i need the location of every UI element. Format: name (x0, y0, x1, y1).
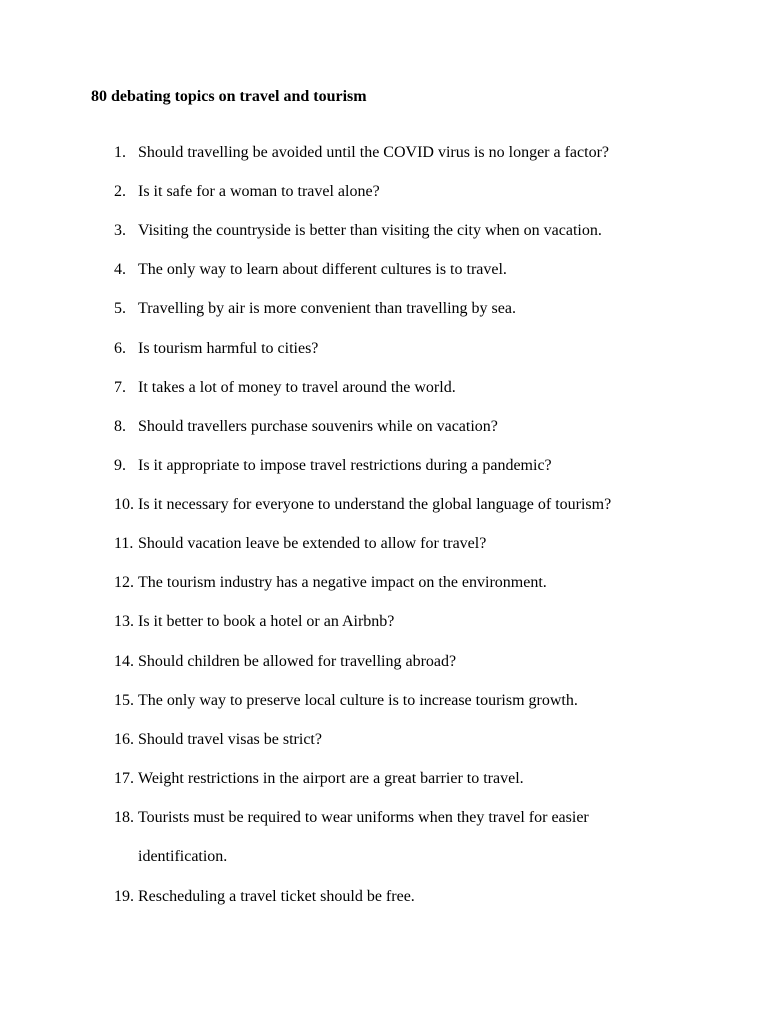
topic-text: Travelling by air is more convenient than travelling by sea. (138, 300, 516, 317)
topic-text: Should travel visas be strict? (138, 731, 322, 748)
topic-number: 14. (114, 653, 134, 670)
topic-text: Tourists must be required to wear uniforms when they travel for easier (138, 809, 589, 826)
topic-number: 19. (114, 888, 134, 905)
topic-number: 5. (114, 300, 126, 317)
topic-number: 2. (114, 183, 126, 200)
topic-number: 13. (114, 613, 134, 630)
topic-text: It takes a lot of money to travel around the world. (138, 379, 456, 396)
topic-text: Should travellers purchase souvenirs while on vacation? (138, 418, 498, 435)
topic-text: Weight restrictions in the airport are a great barrier to travel. (138, 770, 524, 787)
topic-text: Is it necessary for everyone to understand the global language of tourism? (138, 496, 612, 513)
topic-text: Is tourism harmful to cities? (138, 340, 319, 357)
topic-text: Is it safe for a woman to travel alone? (138, 183, 380, 200)
topic-number: 16. (114, 731, 134, 748)
topic-text: Visiting the countryside is better than visiting the city when on vacation. (138, 222, 602, 239)
topic-text: Is it appropriate to impose travel restrictions during a pandemic? (138, 457, 552, 474)
topic-number: 7. (114, 379, 126, 396)
document-title: 80 debating topics on travel and tourism (91, 88, 367, 105)
topic-number: 10. (114, 496, 134, 513)
topic-text-continuation: identification. (138, 848, 228, 865)
topic-number: 3. (114, 222, 126, 239)
topic-text: Rescheduling a travel ticket should be free. (138, 888, 415, 905)
topic-number: 11. (114, 535, 134, 552)
topic-number: 12. (114, 574, 134, 591)
topic-text: The only way to learn about different cultures is to travel. (138, 261, 507, 278)
topic-text: Should children be allowed for travelling abroad? (138, 653, 457, 670)
topic-number: 18. (114, 809, 134, 826)
topic-text: The only way to preserve local culture is to increase tourism growth. (138, 692, 578, 709)
topic-text: Should vacation leave be extended to allow for travel? (138, 535, 487, 552)
topic-text: Is it better to book a hotel or an Airbnb? (138, 613, 395, 630)
topic-number: 6. (114, 340, 126, 357)
topic-number: 1. (114, 144, 126, 161)
topic-number: 15. (114, 692, 134, 709)
topic-number: 8. (114, 418, 126, 435)
topic-text: Should travelling be avoided until the COVID virus is no longer a factor? (138, 144, 610, 161)
topic-number: 4. (114, 261, 126, 278)
topic-text: The tourism industry has a negative impact on the environment. (138, 574, 547, 591)
topic-number: 9. (114, 457, 126, 474)
topic-number: 17. (114, 770, 134, 787)
